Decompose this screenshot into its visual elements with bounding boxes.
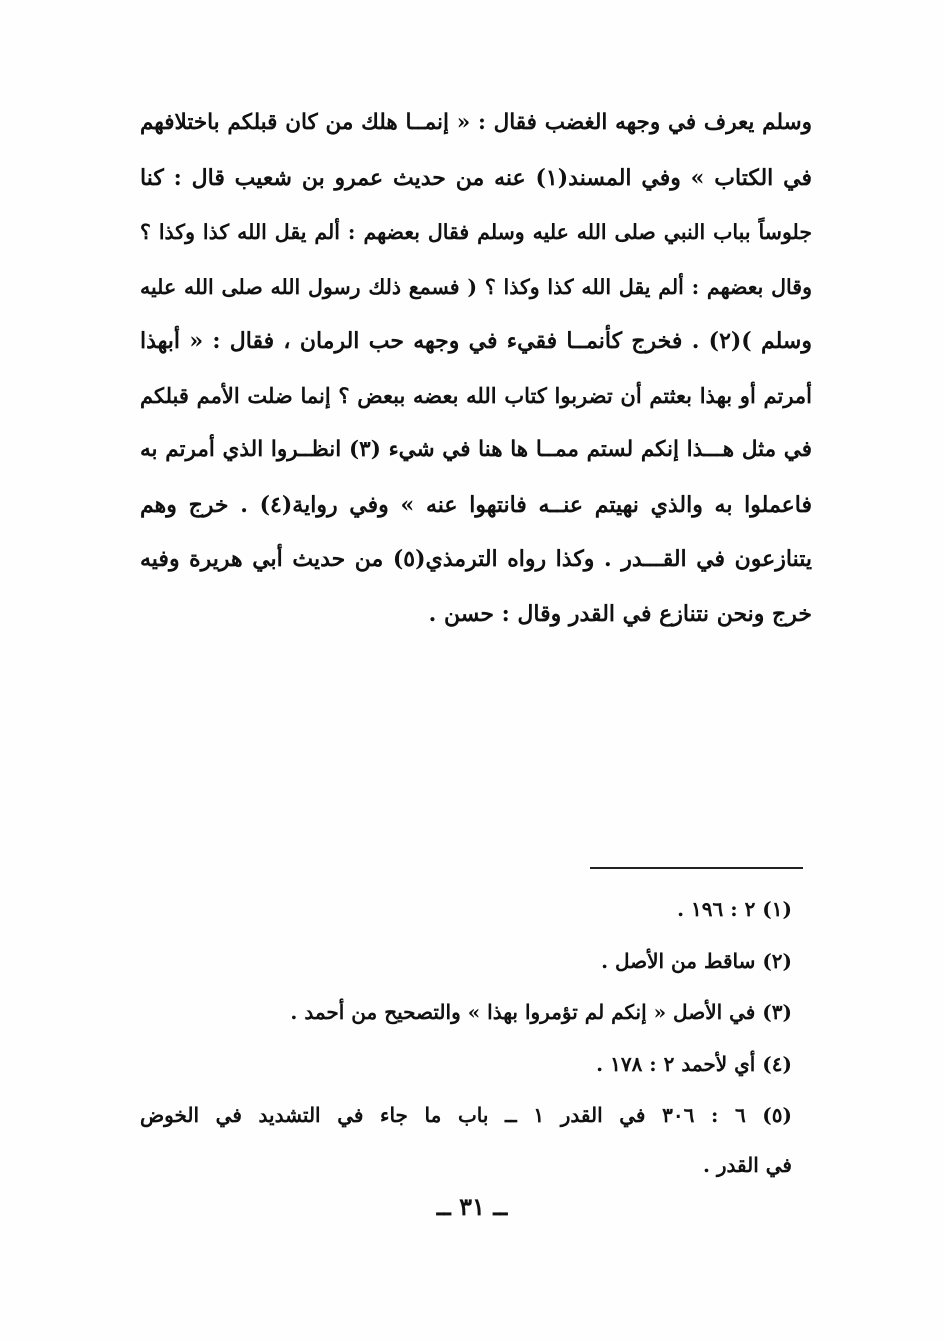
body-line-3: جلوساً بباب النبي صلى الله عليه وسلم فقال بعضهم : ألم يقل الله كذا وكذا ؟ <box>140 220 812 244</box>
body-line-9: يتنازعون في القـــدر . وكذا رواه الترمذي(٥) من حديث أبي هريرة وفيه <box>140 546 812 572</box>
footnote-separator <box>590 867 803 869</box>
footnotes-block <box>140 884 792 1188</box>
page-number: ــ ٣١ ــ <box>436 1192 508 1221</box>
main-text-block <box>140 96 812 641</box>
footnote-5-continuation: في القدر . <box>702 1152 792 1177</box>
footnote-4: (٤) أي لأحمد ٢ : ١٧٨ . <box>596 1051 792 1076</box>
footnote-3: (٣) في الأصل « إنكم لم تؤمروا بهذا » والتصحيح من أحمد . <box>290 1000 792 1024</box>
body-line-10: خرج ونحن نتنازع في القدر وقال : حسن . <box>428 600 812 627</box>
body-line-2: في الكتاب » وفي المسند(١) عنه من حديث عمرو بن شعيب قال : كنا <box>140 164 812 191</box>
body-line-8: فاعملوا به والذي نهيتم عنــه فانتهوا عنه » وفي رواية(٤) . خرج وهم <box>140 491 812 518</box>
body-line-4: وقال بعضهم : ألم يقل الله كذا وكذا ؟ ( فسمع ذلك رسول الله صلى الله عليه <box>140 274 812 299</box>
body-line-5: وسلم )(٢) . فخرج كأنمــا فقيء في وجهه حب الرمان ، فقال : « أبهذا <box>140 328 812 354</box>
body-line-1: وسلم يعرف في وجهه الغضب فقال : « إنمــا هلك من كان قبلكم باختلافهم <box>140 110 812 135</box>
footnote-2: (٢) ساقط من الأصل . <box>601 948 792 973</box>
footnote-5: (٥) ٦ : ٣٠٦ في القدر ١ ــ باب ما جاء في التشديد في الخوض <box>140 1103 792 1127</box>
footnote-1: (١) ٢ : ١٩٦ . <box>677 897 792 921</box>
body-line-7: في مثل هـــذا إنكم لستم ممــا ها هنا في شيء (٣) انظــروا الذي أمرتم به <box>140 437 812 462</box>
body-line-6: أمرتم أو بهذا بعثتم أن تضربوا كتاب الله بعضه ببعض ؟ إنما ضلت الأمم قبلكم <box>140 382 812 408</box>
